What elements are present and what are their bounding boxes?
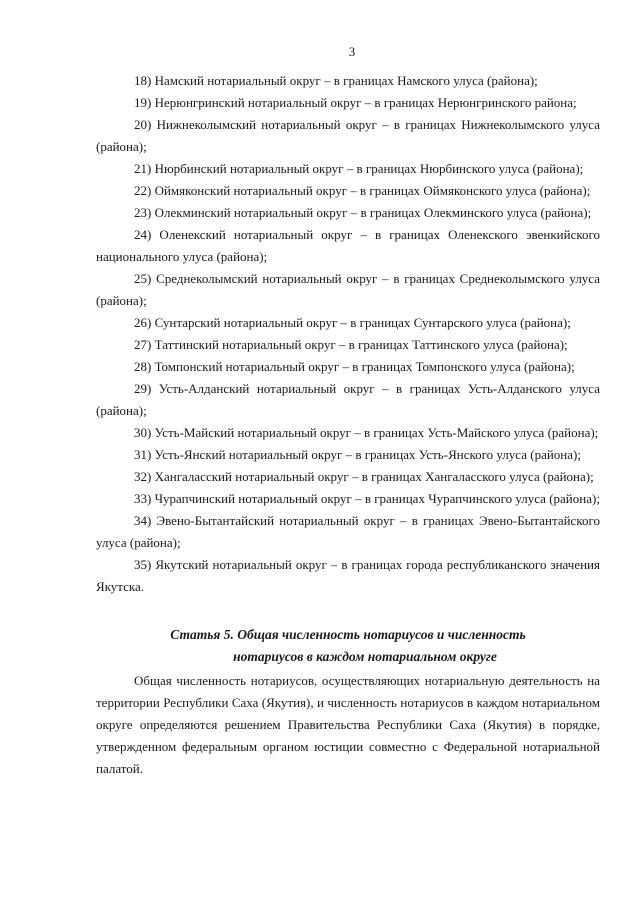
- article-title: [96, 624, 600, 668]
- list-item: 28) Томпонский нотариальный округ – в границах Томпонского улуса (района);: [134, 359, 575, 374]
- list-item: 30) Усть-Майский нотариальный округ – в границах Усть-Майского улуса (района);: [134, 425, 599, 440]
- document-page: [96, 44, 600, 780]
- list-item: 27) Таттинский нотариальный округ – в границах Таттинского улуса (района);: [134, 337, 568, 352]
- article-title-line-1: Статья 5. Общая численность нотариусов и численность: [170, 627, 526, 642]
- article-body: Общая численность нотариусов, осуществляющих нотариальную деятельность на территории Республики Саха (Якутия), и численность нотариусов в каждом нотариальном округе определяются решением Правительства Республики Саха (Якутия) в порядке, утвержденном федеральным органом юстиции совместно с Федеральной нотариальной палатой.: [96, 673, 600, 776]
- list-item: 20) Нижнеколымский нотариальный округ – в границах Нижнеколымского улуса (района);: [96, 117, 600, 154]
- list-item: 19) Нерюнгринский нотариальный округ – в границах Нерюнгринского района;: [134, 95, 577, 110]
- list-item: 23) Олекминский нотариальный округ – в границах Олекминского улуса (района);: [134, 205, 592, 220]
- list-item: 26) Сунтарский нотариальный округ – в границах Сунтарского улуса (района);: [134, 315, 571, 330]
- article-title-line-2: нотариусов в каждом нотариальном округе: [233, 649, 497, 664]
- list-item: 34) Эвено-Бытантайский нотариальный округ – в границах Эвено-Бытантайского улуса (района);: [96, 513, 600, 550]
- list-item: 29) Усть-Алданский нотариальный округ – в границах Усть-Алданского улуса (района);: [96, 381, 600, 418]
- list-item: 33) Чурапчинский нотариальный округ – в границах Чурапчинского улуса (района);: [134, 491, 600, 506]
- list-item: 22) Оймяконский нотариальный округ – в границах Оймяконского улуса (района);: [134, 183, 591, 198]
- list-item: 21) Нюрбинский нотариальный округ – в границах Нюрбинского улуса (района);: [134, 161, 584, 176]
- district-list: [96, 70, 600, 598]
- list-item: 35) Якутский нотариальный округ – в границах города республиканского значения Якутска.: [96, 557, 600, 594]
- list-item: 24) Оленекский нотариальный округ – в границах Оленекского эвенкийского национального улуса (района);: [96, 227, 600, 264]
- list-item: 31) Усть-Янский нотариальный округ – в границах Усть-Янского улуса (района);: [134, 447, 581, 462]
- page-number: 3: [348, 44, 356, 59]
- list-item: 32) Хангаласский нотариальный округ – в границах Хангаласского улуса (района);: [134, 469, 594, 484]
- list-item: 18) Намский нотариальный округ – в границах Намского улуса (района);: [134, 73, 538, 88]
- list-item: 25) Среднеколымский нотариальный округ – в границах Среднеколымского улуса (района);: [96, 271, 600, 308]
